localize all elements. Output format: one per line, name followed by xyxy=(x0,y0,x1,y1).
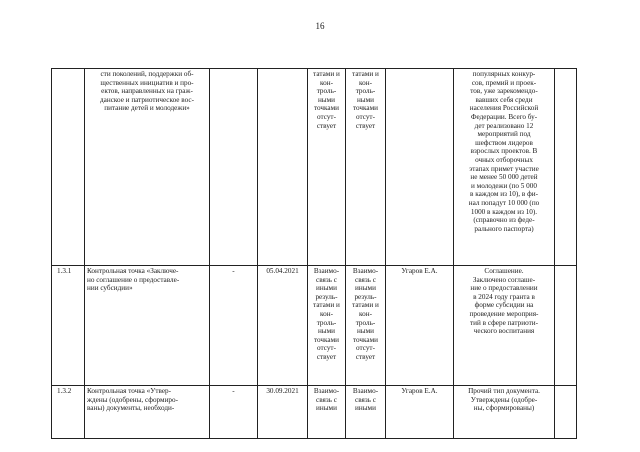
row-name: сти поколений, поддержки об- щественных инициатив и про- ектов, направленных на граж- данское и патриотическое вос- питание детей и молодежи» xyxy=(85,69,210,266)
row-responsible: Угаров Е.А. xyxy=(386,386,454,439)
plan-table xyxy=(51,68,577,439)
table-row xyxy=(52,266,577,386)
row-successors: Взаимо- связь с иными резуль- татами и кон- троль- ными точками отсут- ствует xyxy=(346,266,386,386)
row-responsible xyxy=(386,69,454,266)
row-predecessors: Взаимо- связь с иными резуль- татами и кон- троль- ными точками отсут- ствует xyxy=(308,266,346,386)
row-end-date: 30.09.2021 xyxy=(258,386,308,439)
row-number: 1.3.2 xyxy=(52,386,85,439)
row-start-date: - xyxy=(210,266,258,386)
row-end-date xyxy=(258,69,308,266)
row-successors: Взаимо- связь с иными xyxy=(346,386,386,439)
row-end-date: 05.04.2021 xyxy=(258,266,308,386)
row-predecessors: татами и кон- троль- ными точками отсут- ствует xyxy=(308,69,346,266)
row-result: Соглашение. Заключено соглаше- ние о предоставлении в 2024 году гранта в форме субсидии на проведение мероприя- тий в сфере патриоти- ческого воспитания xyxy=(454,266,555,386)
row-number: 1.3.1 xyxy=(52,266,85,386)
table-row xyxy=(52,386,577,439)
row-result: Прочий тип документа. Утверждены (одобре- ны, сформированы) xyxy=(454,386,555,439)
row-extra xyxy=(555,386,577,439)
row-successors: татами и кон- троль- ными точками отсут- ствует xyxy=(346,69,386,266)
row-responsible: Угаров Е.А. xyxy=(386,266,454,386)
row-start-date: - xyxy=(210,386,258,439)
row-name: Контрольная точка «Утвер- ждены (одобрены, сформиро- ваны) документы, необходи- xyxy=(85,386,210,439)
row-start-date xyxy=(210,69,258,266)
row-name: Контрольная точка «Заключе- но соглашение о предоставле- нии субсидии» xyxy=(85,266,210,386)
row-extra xyxy=(555,69,577,266)
page-number: 16 xyxy=(315,21,325,31)
row-extra xyxy=(555,266,577,386)
row-number xyxy=(52,69,85,266)
row-result: популярных конкур- сов, премий и проек- тов, уже зарекомендо- вавших себя среди населения Российской Федерации. Всего бу- дет реализовано 12 мероприятий под шефством лидеров взрослых проектов. В очных отборочных этапах примет участие не менее 50 000 детей и молодежи (по 5 000 в каждом из 10), в фи- нал попадут 10 000 (по 1000 в каждом из 10). (справочно из феде- рального паспорта) xyxy=(454,69,555,266)
row-predecessors: Взаимо- связь с иными xyxy=(308,386,346,439)
table-row xyxy=(52,69,577,266)
